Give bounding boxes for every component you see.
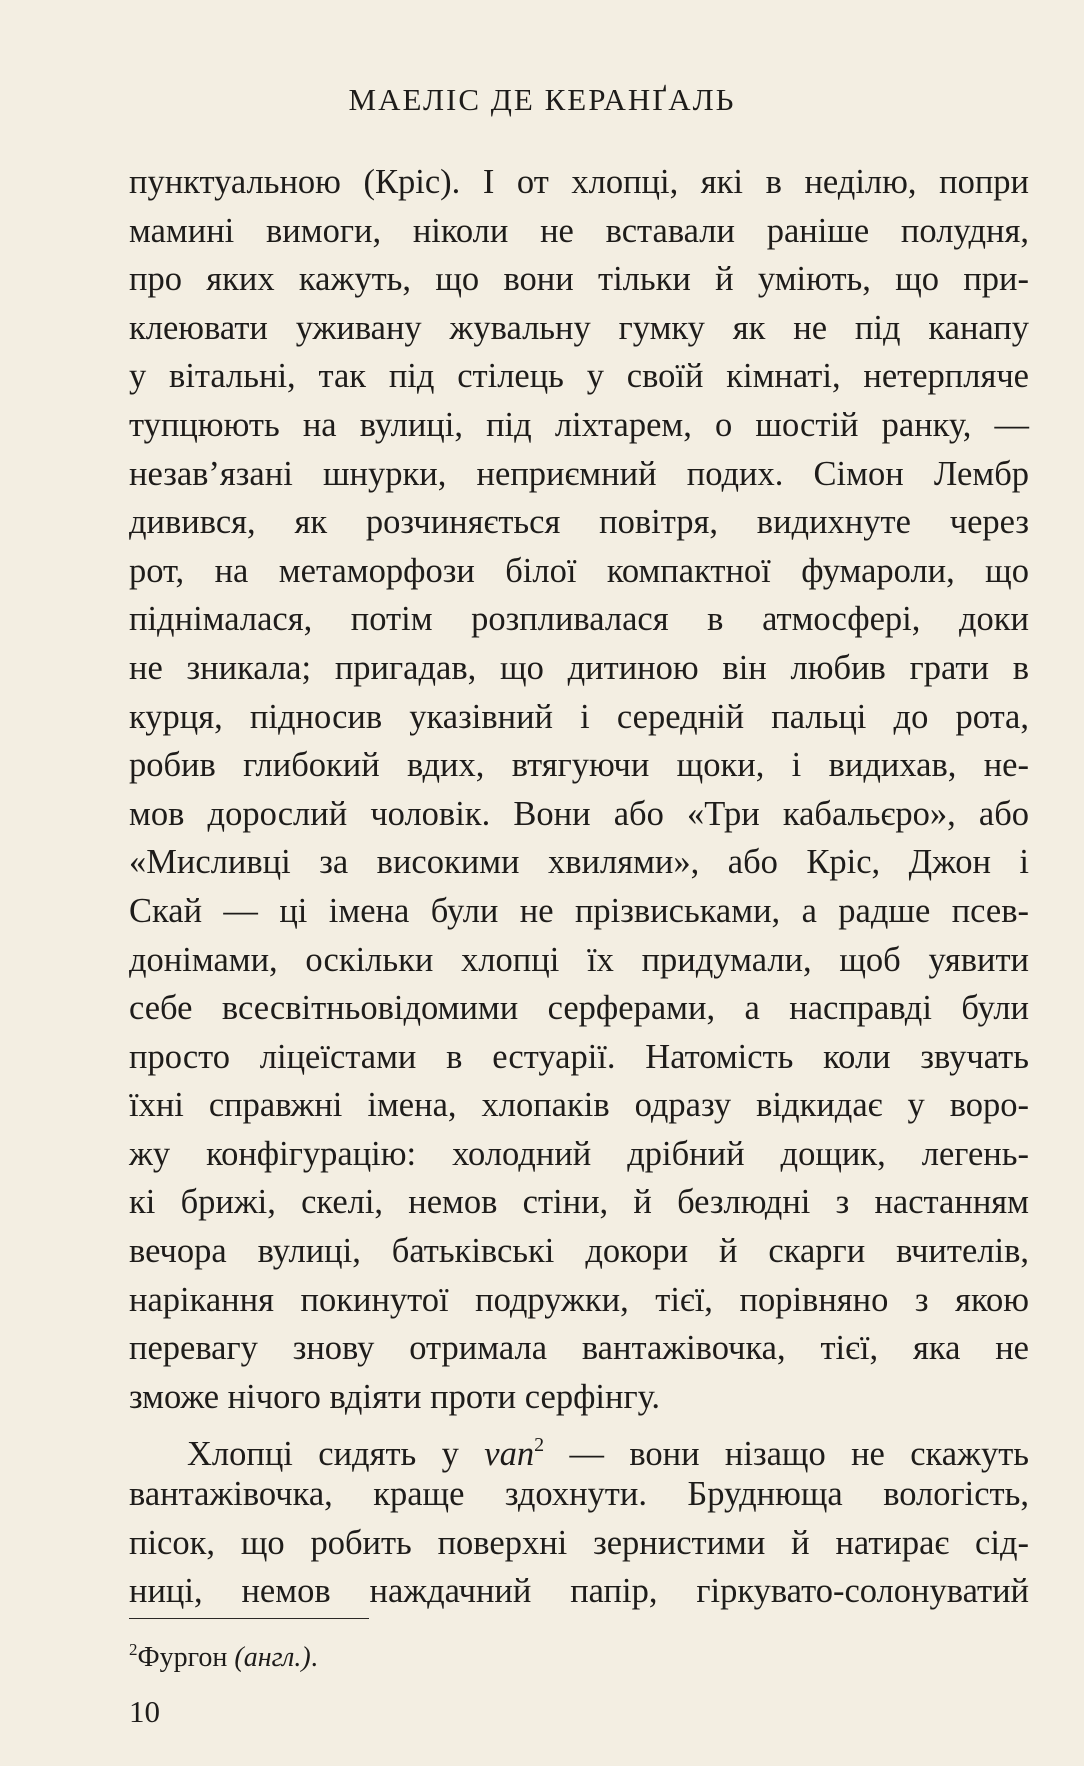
- running-head: МАЕЛІС ДЕ КЕРАНҐАЛЬ: [348, 82, 736, 117]
- text-line: нарікання покинутої подружки, тієї, порівняно з якою: [129, 1280, 1029, 1319]
- text-line: про яких кажуть, що вони тільки й уміють, що при-: [129, 260, 1029, 299]
- text-line: кі брижі, скелі, немов стіни, й безлюдні з настанням: [129, 1183, 1029, 1222]
- text-line: мов дорослий чоловік. Вони або «Три кабальєро», або: [129, 794, 1029, 833]
- text-line: «Мисливці за високими хвилями», або Кріс, Джон і: [129, 843, 1029, 882]
- text-line: їхні справжні імена, хлопаків одразу відкидає у воро-: [129, 1086, 1029, 1125]
- text-line: вечора вулиці, батьківські докори й скарги вчителів,: [129, 1232, 1029, 1271]
- text-line: робив глибокий вдих, втягуючи щоки, і видихав, не-: [129, 746, 1029, 785]
- text-line: у вітальні, так під стілець у своїй кімнаті, нетерпляче: [129, 357, 1029, 396]
- text-line: пунктуальною (Кріс). І от хлопці, які в неділю, попри: [129, 163, 1029, 201]
- footnote-mark: 2: [129, 1640, 138, 1659]
- paragraph-2: [129, 1421, 1029, 1615]
- text-line: мамині вимоги, ніколи не вставали раніше полудня,: [129, 211, 1029, 250]
- text-line: Скай — ці імена були не прізвиськами, а радше псев-: [129, 891, 1029, 930]
- text-line: незав’язані шнурки, неприємний подих. Сімон Лембр: [129, 454, 1029, 493]
- text-line: жу конфігурацію: холодний дрібний дощик, легень-: [129, 1134, 1029, 1173]
- paragraph-1: [129, 158, 1029, 1421]
- text-line: перевагу знову отримала вантажівочка, тієї, яка не: [129, 1329, 1029, 1368]
- footnote: $^2$Фургон (англ.).: [129, 1640, 318, 1673]
- footnote-reference: 2: [534, 1434, 545, 1457]
- text-line: тупцюють на вулиці, під ліхтарем, о шостій ранку, —: [129, 405, 1029, 444]
- text-line: зможе нічого вдіяти проти серфінгу.: [129, 1377, 661, 1416]
- text-line: донімами, оскільки хлопці їх придумали, щоб уявити: [129, 940, 1029, 979]
- text-line: рот, на метаморфози білої компактної фумароли, що: [129, 551, 1029, 590]
- text-line: ниці, немов наждачний папір, гіркувато-солонуватий: [129, 1572, 1029, 1611]
- text-line: клеювати уживану жувальну гумку як не під канапу: [129, 308, 1029, 347]
- page-number: 10: [129, 1694, 160, 1729]
- text-line: курця, підносив указівний і середній пальці до рота,: [129, 697, 1029, 736]
- text-line: себе всесвітньовідомими серферами, а насправді були: [129, 989, 1029, 1028]
- footnote-rule: [129, 1618, 369, 1619]
- text-line: вантажівочка, краще здохнути. Бруднюща вологість,: [129, 1475, 1029, 1514]
- text-line: дивився, як розчиняється повітря, видихнуте через: [129, 503, 1029, 542]
- text-line: Хлопці сидять у van$^2$ — вони нізащо не скажуть: [187, 1434, 1030, 1474]
- text-line: не зникала; пригадав, що дитиною він любив грати в: [129, 648, 1029, 687]
- body-text: [129, 158, 1029, 1616]
- text-line: просто ліцеїстами в естуарії. Натомість коли звучать: [129, 1037, 1029, 1076]
- text-line: піднімалася, потім розпливалася в атмосфері, доки: [129, 600, 1029, 639]
- text-line: пісок, що робить поверхні зернистими й натирає сід-: [129, 1523, 1029, 1562]
